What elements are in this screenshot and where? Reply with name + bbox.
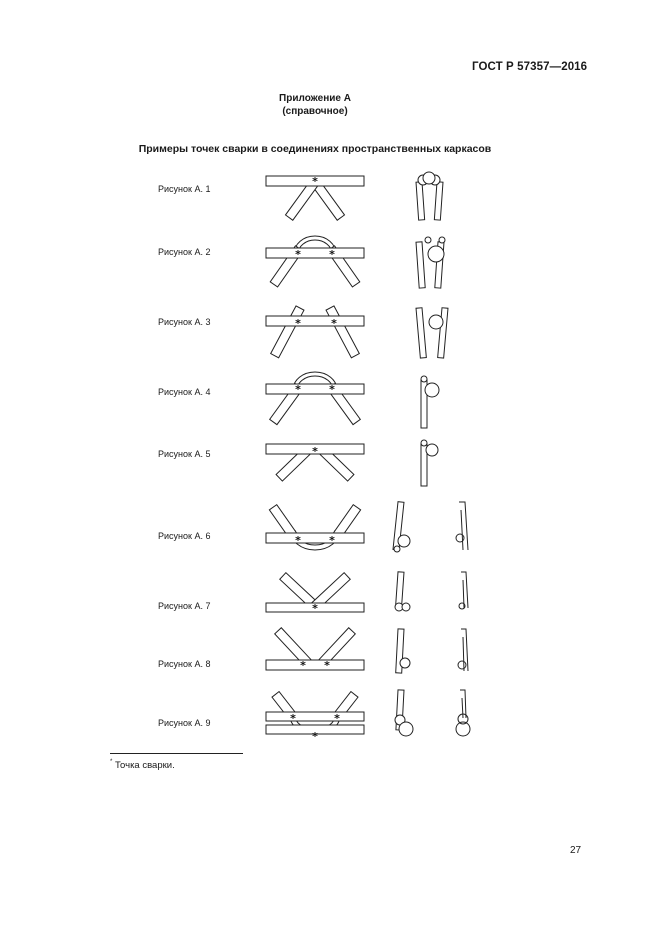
weld-mark: * [312,175,318,188]
figure-label-a7: Рисунок А. 7 [158,601,211,611]
weld-mark: * [300,659,306,672]
footnote [110,760,175,771]
figure-label-a1: Рисунок А. 1 [158,184,211,194]
weld-mark: * [329,248,335,261]
weld-mark: * [295,383,301,396]
weld-mark: * [334,712,340,725]
appendix-type: (справочное) [282,106,348,117]
weld-mark: * [331,317,337,330]
footnote-separator [110,753,243,754]
weld-mark: * [295,317,301,330]
weld-mark: * [329,534,335,547]
figure-a5-drawing [260,434,500,494]
figure-label-a2: Рисунок А. 2 [158,247,211,257]
figure-a8-drawing [260,625,500,680]
figure-label-a9: Рисунок А. 9 [158,718,211,728]
figure-label-a8: Рисунок А. 8 [158,659,211,669]
footnote-mark: * [110,759,113,765]
weld-mark: * [324,659,330,672]
weld-mark: * [295,534,301,547]
figure-label-a3: Рисунок А. 3 [158,317,211,327]
appendix-title: Приложение А [279,93,351,104]
section-heading: Примеры точек сварки в соединениях пространственных каркасов [138,143,492,155]
figure-a2-drawing [260,230,500,295]
figure-a3-drawing [260,300,500,365]
weld-mark: * [312,730,318,743]
weld-mark: * [329,383,335,396]
weld-mark: * [295,248,301,261]
weld-mark: * [312,445,318,458]
page-number: 27 [570,845,582,856]
figure-a9-drawing [260,688,500,743]
figure-label-a5: Рисунок А. 5 [158,449,211,459]
footnote-text: Точка сварки. [114,760,175,771]
figure-a6-drawing [260,500,500,565]
weld-mark: * [312,602,318,615]
figure-label-a6: Рисунок А. 6 [158,531,211,541]
figure-a1-drawing [260,168,500,228]
standard-designation: ГОСТ Р 57357—2016 [472,61,588,73]
figure-label-a4: Рисунок А. 4 [158,387,211,397]
appendix-heading [0,92,630,118]
figure-a4-drawing [260,370,500,435]
weld-mark: * [290,712,296,725]
figure-a7-drawing [260,568,500,618]
